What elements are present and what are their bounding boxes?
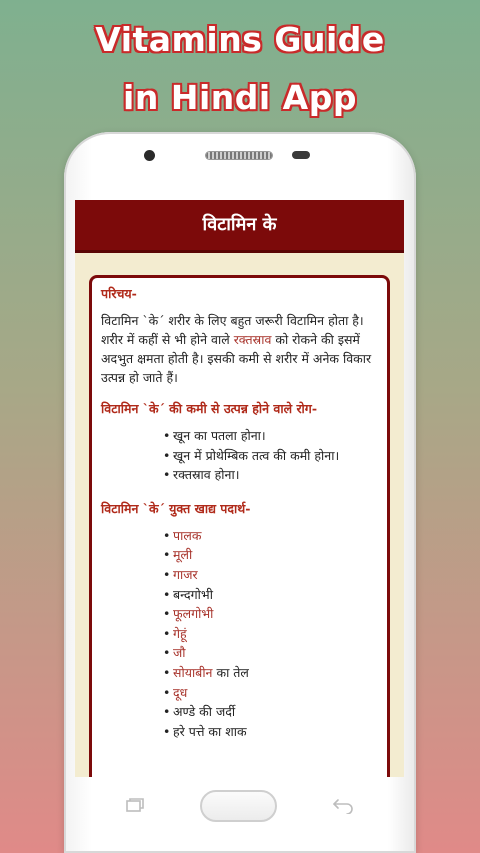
list-item (163, 526, 379, 546)
food-link[interactable]: जौ (173, 645, 186, 661)
app-bar (75, 200, 404, 253)
list-item: • खून का पतला होना। (163, 426, 379, 446)
intro-heading: परिचय- (101, 286, 137, 301)
list-item (163, 663, 379, 683)
deficiency-list (101, 426, 379, 485)
list-item (163, 722, 379, 742)
app-title: विटामिन के (202, 214, 277, 235)
promo-title-line2: in Hindi App (123, 78, 357, 117)
list-item: • खून में प्रोथेम्बिक तत्व की कमी होना। (163, 446, 379, 466)
food-link[interactable]: मूली (173, 547, 193, 563)
food-link[interactable]: फूलगोभी (173, 606, 214, 622)
list-item (163, 683, 379, 703)
list-item: • रक्तस्राव होना। (163, 465, 379, 485)
list-item (163, 643, 379, 663)
food-text: हरे पत्ते का शाक (173, 723, 247, 739)
food-link[interactable]: गाजर (173, 566, 198, 582)
food-link[interactable]: दूध (173, 684, 188, 700)
back-icon[interactable] (332, 798, 354, 814)
foods-list (101, 526, 379, 742)
content-card[interactable] (89, 275, 390, 777)
intro-text-part2: को रोकने की इसमें अदभुत क्षमता होती है। इसकी कमी से शरीर में अनेक विकार उत्पन्न हो जाते हैं। (101, 332, 372, 385)
food-link[interactable]: गेहूं (173, 625, 187, 641)
app-screen (75, 200, 404, 777)
list-item (163, 565, 379, 585)
foods-heading: विटामिन `के´ युक्त खाद्य पदार्थ- (101, 500, 251, 516)
intro-paragraph (101, 311, 379, 387)
food-link[interactable]: सोयाबीन (173, 664, 213, 680)
promo-title-line1: Vitamins Guide (95, 20, 385, 59)
food-link[interactable]: पालक (173, 527, 202, 543)
speaker-grille-icon (206, 152, 272, 159)
proximity-sensor-icon (292, 151, 310, 159)
list-item (163, 624, 379, 644)
list-item (163, 545, 379, 565)
bleeding-link[interactable]: रक्तस्राव (233, 332, 272, 347)
food-text: अण्डे की जर्दी (173, 704, 236, 720)
article-body (92, 278, 387, 741)
deficiency-heading: विटामिन `के´ की कमी से उत्पन्न होने वाले रोग- (101, 401, 318, 416)
home-button[interactable] (200, 790, 277, 822)
food-suffix: का तेल (212, 664, 249, 680)
intro-text-part1: विटामिन `के´ शरीर के लिए बहुत जरूरी विटामिन होता है। शरीर में कहीं से भी होने वाले (101, 313, 364, 347)
list-item (163, 585, 379, 605)
recent-apps-icon[interactable] (126, 798, 144, 812)
list-item (163, 604, 379, 624)
front-camera-icon (144, 150, 155, 161)
list-item (163, 702, 379, 722)
food-text: बन्दगोभी (173, 586, 213, 602)
